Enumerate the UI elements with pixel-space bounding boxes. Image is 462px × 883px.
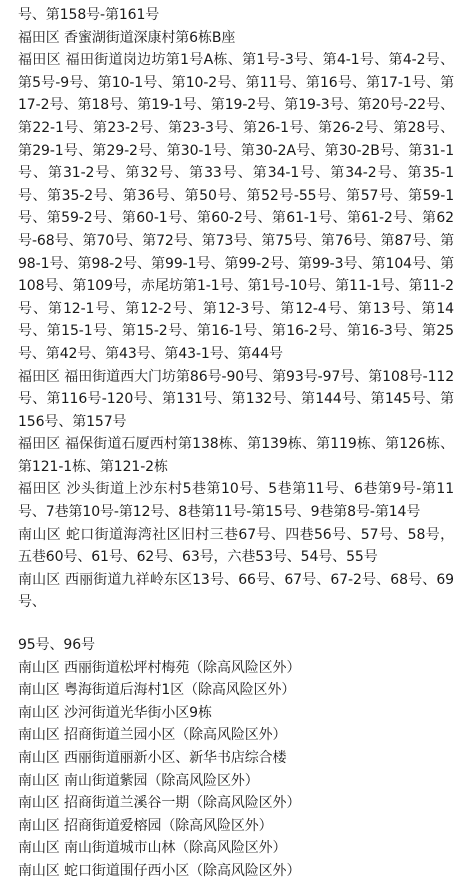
text-line: 福田区 福保街道石厦西村第138栋、第139栋、第119栋、第126栋、第121-1栋、第121-2栋: [18, 436, 454, 475]
text-line: 福田区 福田街道西大门坊第86号-90号、第93号-97号、第108号-112号、第116号-120号、第131号、第132号、第144号、第145号、第156号、第157号: [18, 368, 454, 430]
text-line: 南山区 西丽街道丽新小区、新华书店综合楼: [18, 750, 287, 766]
text-line: 福田区 沙头街道上沙东村5巷第10号、5巷第11号、6巷第9号-第11号、7巷第10号-第12号、8巷第11号-第15号、9巷第8号-第14号: [18, 481, 454, 521]
text-line: 福田区 福田街道岗边坊第1号A栋、第1号-3号、第4-1号、第4-2号、第5号-9号、第10-1号、第10-2号、第11号、第16号、第17-1号、第17-2号、第18号、第19-1号、第19-2号、第19-3号、第20号-22号、第22-1号、第23-2号、第23-3号、第26-1号、第26-2号、第28号、第29-1号、第29-2号、第30-1号、第30-2A号、第30-2B号、第31-1号、第31-2号、第32号、第33号、第34-1号、第34-2号、第35-1号、第35-2号、第36号、第50号、第52号-55号、第57号、第59-1号、第59-2号、第60-1号、第60-2号、第61-1号、第61-2号、第62号-68号、第70号、第72号、第73号、第75号、第76号、第87号、第98-1号、第98-2号、第99-1号、第99-2号、第99-3号、第104号、第108号、第109号，赤尾坊第1-1号、第1号-10号、第11-1号、第11-2号、第12-1号、第12-2号、第12-3号、第12-4号、第13号、第14号、第15-1号、第15-2号、第16-1号、第16-2号、第16-3号、第25号、第42号、第43号、第43-1号、第44号: [18, 52, 455, 362]
text-line: 95号、96号: [18, 637, 95, 654]
text-line: 南山区 南山街道紫园（除高风险区外）: [18, 772, 259, 789]
blank-gap: [18, 614, 454, 634]
text-line: 南山区 西丽街道九祥岭东区13号、66号、67号、67-2号、68号、69号、: [18, 571, 454, 611]
text-line: 南山区 沙河街道光华街小区9栋: [18, 704, 212, 721]
text-line: 南山区 西丽街道松坪村梅苑（除高风险区外）: [18, 659, 301, 676]
text-line: 南山区 招商街道爱榕园（除高风险区外）: [18, 817, 273, 834]
text-line: 福田区 香蜜湖街道深康村第6栋B座: [18, 29, 236, 46]
text-line: 南山区 招商街道兰溪谷一期（除高风险区外）: [18, 795, 301, 812]
text-line: 号、第158号-第161号: [18, 7, 160, 23]
text-line: 南山区 招商街道兰园小区（除高风险区外）: [18, 727, 287, 744]
text-line: 南山区 南山街道城市山林（除高风险区外）: [18, 840, 287, 857]
text-line: 南山区 蛇口街道围仔西小区（除高风险区外）: [18, 862, 301, 879]
text-line: 南山区 粤海街道后海村1区（除高风险区外）: [18, 682, 296, 699]
text-line: 南山区 蛇口街道海湾社区旧村三巷67号、四巷56号、57号、58号，五巷60号、61号、62号、63号，六巷53号、54号、55号: [18, 526, 454, 566]
